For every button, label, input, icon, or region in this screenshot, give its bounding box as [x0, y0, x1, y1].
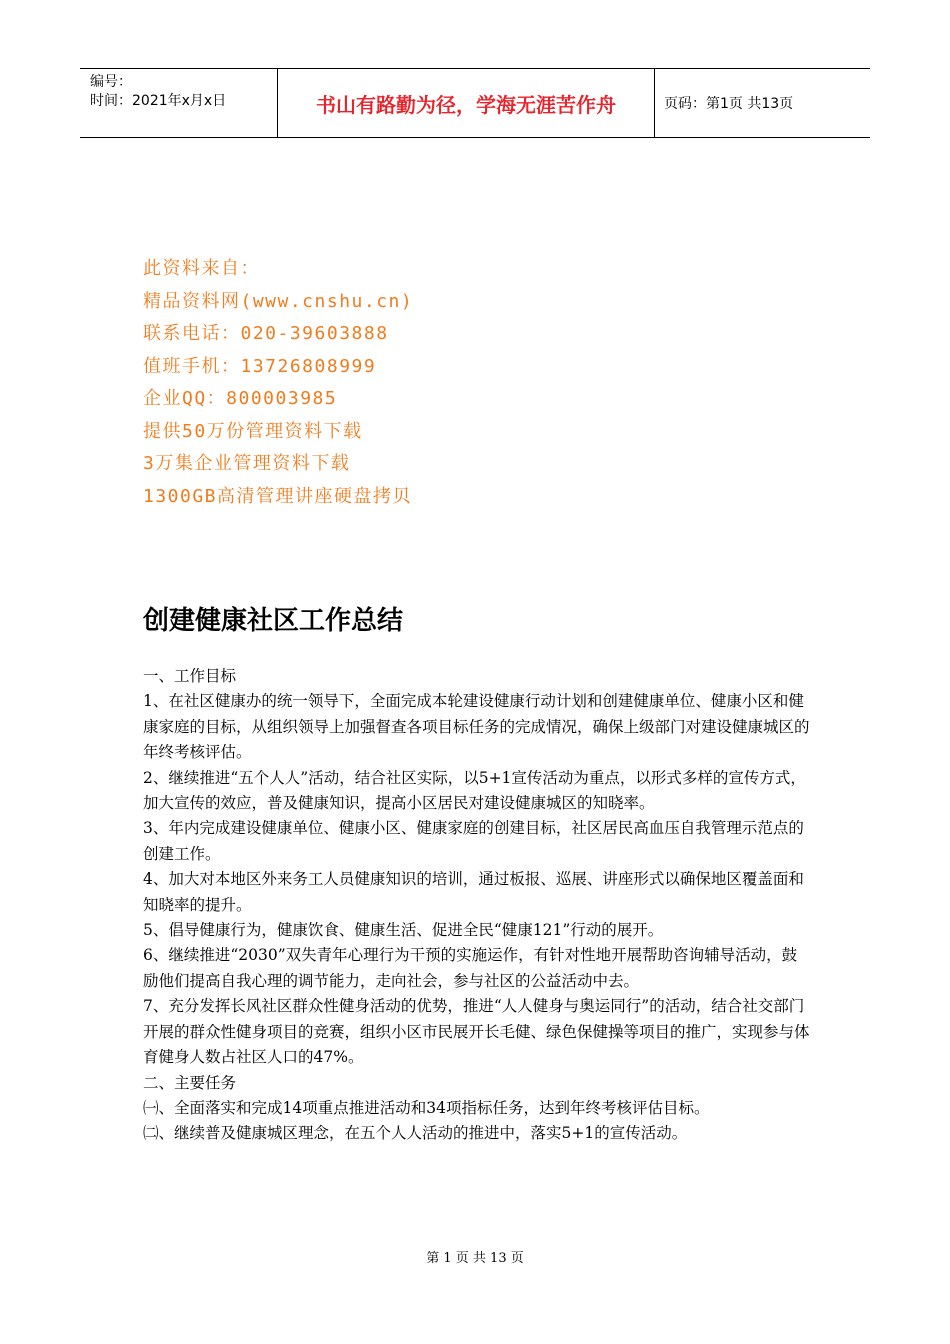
section-heading: 一、工作目标 — [143, 667, 237, 685]
paragraph: 4、加大对本地区外来务工人员健康知识的培训，通过板报、巡展、讲座形式以确保地区覆盖面和知晓率的提升。 — [143, 870, 804, 914]
header-table — [80, 68, 870, 138]
ad-line: 企业QQ：800003985 — [143, 388, 338, 409]
paragraph: 7、充分发挥长风社区群众性健身活动的优势，推进“人人健身与奥运同行”的活动，结合社交部门开展的群众性健身项目的竞赛，组织小区市民展开长毛健、绿色保健操等项目的推广，实现参与体育健身人数占社区人口的47%。 — [143, 997, 810, 1067]
ad-line: 值班手机：13726808999 — [143, 355, 377, 377]
ad-line: 精品资料网(www.cnshu.cn) — [143, 290, 414, 312]
section-heading: 二、主要任务 — [143, 1073, 237, 1092]
ad-line: 此资料来自： — [143, 258, 260, 279]
paragraph: 6、继续推进“2030”双失青年心理行为干预的实施运作，有针对性地开展帮助咨询辅导活动，鼓励他们提高自我心理的调节能力，走向社会，参与社区的公益活动中去。 — [143, 946, 798, 990]
ad-block — [143, 253, 413, 513]
ad-line: 提供50万份管理资料下载 — [143, 420, 363, 442]
date-label: 时间：2021年x月x日 — [90, 93, 227, 109]
paragraph: ㈠、全面落实和完成14项重点推进活动和34项指标任务，达到年终考核评估目标。 — [143, 1098, 710, 1117]
ad-line: 联系电话：020-39603888 — [143, 323, 389, 344]
document-body — [143, 664, 811, 1147]
paragraph: 3、年内完成建设健康单位、健康小区、健康家庭的创建目标，社区居民高血压自我管理示范点的创建工作。 — [143, 819, 804, 863]
number-label: 编号： — [90, 74, 132, 90]
paragraph: 2、继续推进“五个人人”活动，结合社区实际，以5+1宣传活动为重点，以形式多样的宣传方式，加大宣传的效应，普及健康知识，提高小区居民对建设健康城区的知晓率。 — [143, 768, 806, 813]
document-title: 创建健康社区工作总结 — [143, 606, 404, 636]
ad-line: 3万集企业管理资料下载 — [143, 453, 351, 474]
paragraph: ㈡、继续普及健康城区理念，在五个人人活动的推进中，落实5+1的宣传活动。 — [143, 1124, 688, 1143]
header-page-info: 页码：第1页 共13页 — [664, 96, 794, 112]
ad-line: 1300GB高清管理讲座硬盘拷贝 — [143, 485, 413, 507]
paragraph: 5、倡导健康行为，健康饮食、健康生活、促进全民“健康121”行动的展开。 — [143, 921, 664, 940]
page-footer: 第 1 页 共 13 页 — [426, 1251, 524, 1266]
header-motto: 书山有路勤为径，学海无涯苦作舟 — [278, 69, 655, 137]
paragraph: 1、在社区健康办的统一领导下，全面完成本轮建设健康行动计划和创建健康单位、健康小区和健康家庭的目标，从组织领导上加强督查各项目标任务的完成情况，确保上级部门对建设健康城区的年终考核评估。 — [143, 692, 810, 762]
header-meta — [80, 69, 278, 137]
